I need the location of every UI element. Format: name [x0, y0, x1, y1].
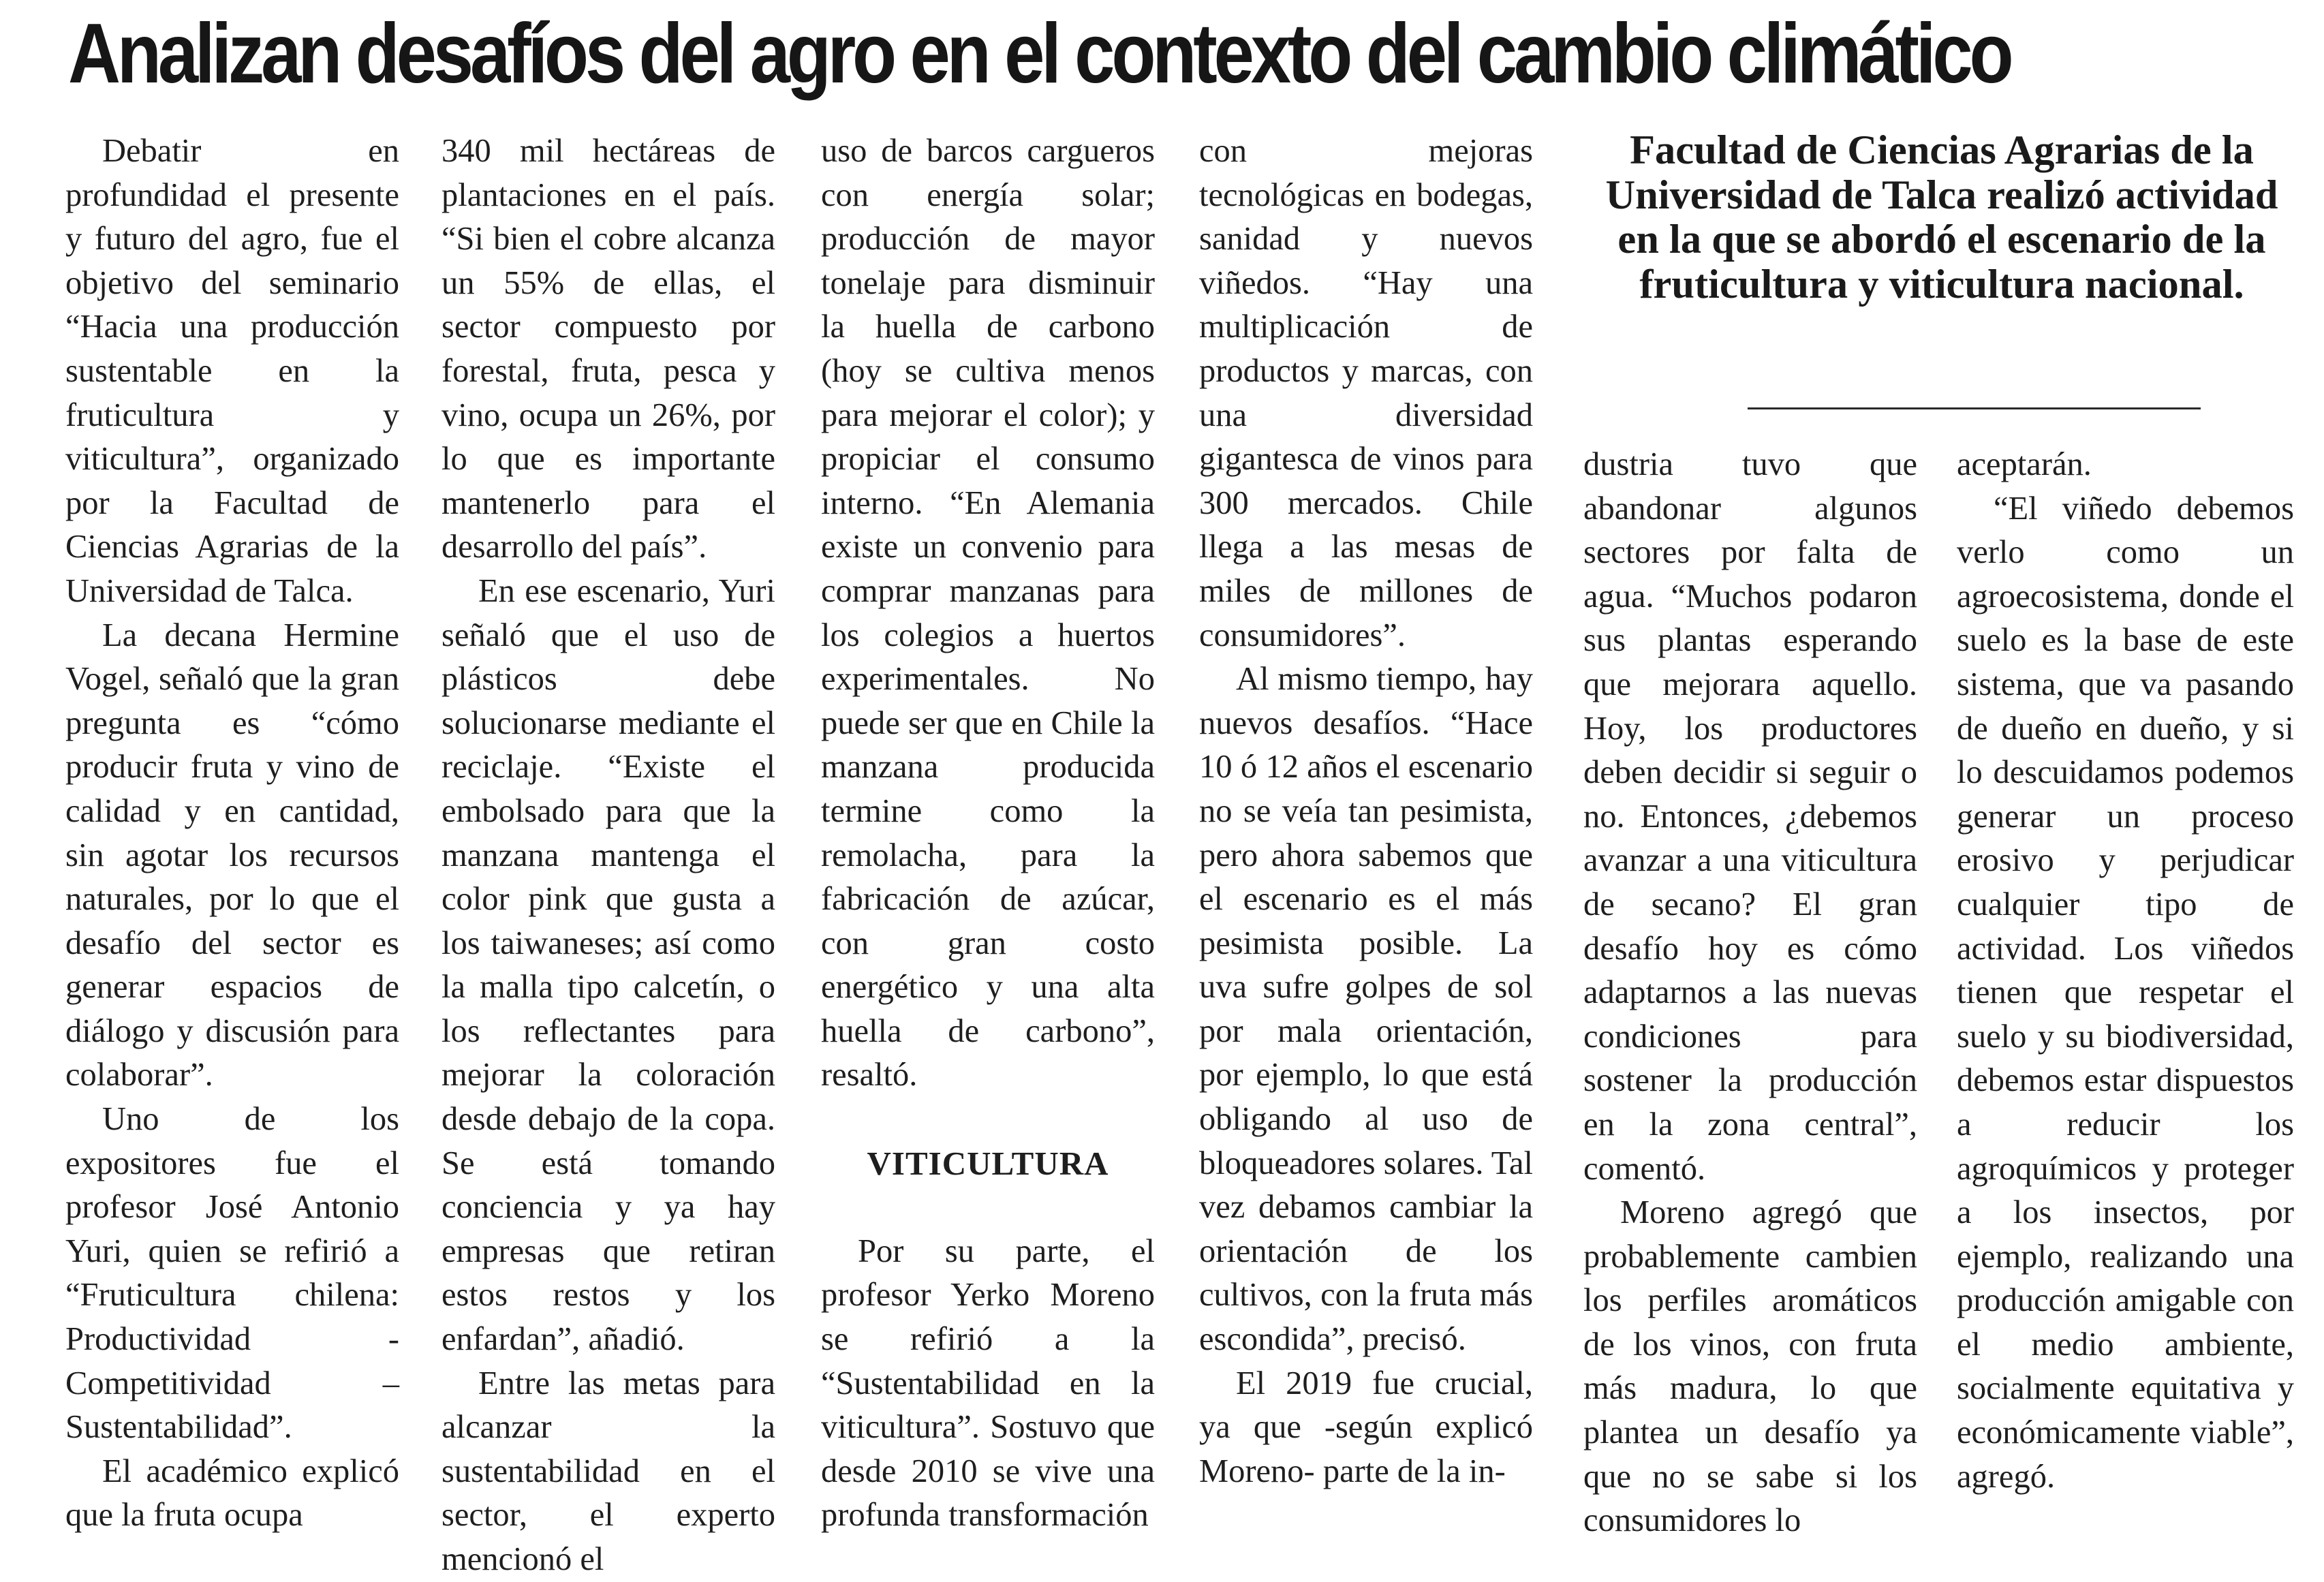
- paragraph: Entre las metas para alcanzar la sustentabilidad en el sector, el experto mencionó el: [441, 1365, 775, 1577]
- headline: Analizan desafíos del agro en el contexto del cambio climático: [68, 7, 2011, 101]
- paragraph: aceptarán.: [1957, 446, 2092, 482]
- paragraph: El 2019 fue crucial, ya que -según explicó Moreno- parte de la in-: [1199, 1365, 1533, 1489]
- paragraph: “El viñedo debemos verlo como un agroecosistema, donde el suelo es la base de este sistema, que va pasando de dueño en dueño, y si lo descuidamos podemos generar un proceso erosivo y perjudicar cualquier tipo de actividad. Los viñedos tienen que respetar el suelo y su biodiversidad, debemos estar dispuestos a reducir los agroquímicos y proteger a los insectos, por ejemplo, realizando una producción amigable con el medio ambiente, socialmente equitativa y económicamente viable”, agregó.: [1957, 490, 2294, 1495]
- article-column-3: [821, 129, 1155, 1547]
- article-column-1: [65, 129, 399, 1547]
- paragraph: con mejoras tecnológicas en bodegas, sanidad y nuevos viñedos. “Hay una multiplicación de productos y marcas, con una diversidad gigantesca de vinos para 300 mercados. Chile llega a las mesas de miles de millones de consumidores”.: [1199, 133, 1533, 653]
- article-column-6: [1957, 443, 2294, 1547]
- article-column-4: [1199, 129, 1533, 1547]
- paragraph: uso de barcos cargueros con energía solar; producción de mayor tonelaje para disminuir la huella de carbono (hoy se cultiva menos para mejorar el color); y propiciar el consumo interno. “En Alemania existe un convenio para comprar manzanas para los colegios a huertos experimentales. No puede ser que en Chile la manzana producida termine como la remolacha, para la fabricación de azúcar, con gran costo energético y una alta huella de carbono”, resaltó.: [821, 133, 1155, 1094]
- paragraph: Uno de los expositores fue el profesor José Antonio Yuri, quien se refirió a “Fruticultura chilena: Productividad - Competitividad – Sustentabilidad”.: [65, 1101, 399, 1446]
- deck-divider-rule: [1748, 407, 2201, 409]
- paragraph: dustria tuvo que abandonar algunos sectores por falta de agua. “Muchos podaron sus plantas esperando que mejorara aquello. Hoy, los productores deben decidir si seguir o no. Entonces, ¿debemos avanzar a una viticultura de secano? El gran desafío hoy es cómo adaptarnos a las nuevas condiciones para sostener la producción en la zona central”, comentó.: [1583, 446, 1917, 1187]
- paragraph: 340 mil hectáreas de plantaciones en el país. “Si bien el cobre alcanza un 55% de ellas, el sector compuesto por forestal, fruta, pesca y vino, ocupa un 26%, por lo que es importante mantenerlo para el desarrollo del país”.: [441, 133, 775, 565]
- paragraph: Debatir en profundidad el presente y futuro del agro, fue el objetivo del seminario “Hacia una producción sustentable en la fruticultura y viticultura”, organizado por la Facultad de Ciencias Agrarias de la Universidad de Talca.: [65, 133, 399, 609]
- paragraph: Al mismo tiempo, hay nuevos desafíos. “Hace 10 ó 12 años el escenario no se veía tan pesimista, pero ahora sabemos que el escenario es el más pesimista posible. La uva sufre golpes de sol por mala orientación, por ejemplo, lo que está obligando al uso de bloqueadores solares. Tal vez debamos cambiar la orientación de los cultivos, con la fruta más escondida”, precisó.: [1199, 661, 1533, 1358]
- paragraph: La decana Hermine Vogel, señaló que la gran pregunta es “cómo producir fruta y vino de calidad y en cantidad, sin agotar los recursos naturales, por lo que el desafío del sector es generar espacios de diálogo y discusión para colaborar”.: [65, 617, 399, 1094]
- article-column-2: [441, 129, 775, 1577]
- deck-summary: Facultad de Ciencias Agrarias de la Universidad de Talca realizó actividad en la que se abordó el escenario de la fruticultura y viticultura nacional.: [1605, 127, 2278, 307]
- paragraph: El académico explicó que la fruta ocupa: [65, 1453, 399, 1534]
- paragraph: Moreno agregó que probablemente cambien los perfiles aromáticos de los vinos, con fruta más madura, lo que plantea un desafío ya que no se sabe si los consumidores lo: [1583, 1194, 1917, 1539]
- article-column-5: [1583, 443, 1917, 1547]
- paragraph: Por su parte, el profesor Yerko Moreno se refirió a la “Sustentabilidad en la viticultura”. Sostuvo que desde 2010 se vive una profunda transformación: [821, 1232, 1155, 1534]
- section-subheading: VITICULTURA: [867, 1144, 1109, 1182]
- paragraph: En ese escenario, Yuri señaló que el uso de plásticos debe solucionarse mediante el reciclaje. “Existe el embolsado para que la manzana mantenga el color pink que gusta a los taiwaneses; así como la malla tipo calcetín, o los reflectantes para mejorar la coloración desde debajo de la copa. Se está tomando conciencia y ya hay empresas que retiran estos restos y los enfardan”, añadió.: [441, 572, 775, 1358]
